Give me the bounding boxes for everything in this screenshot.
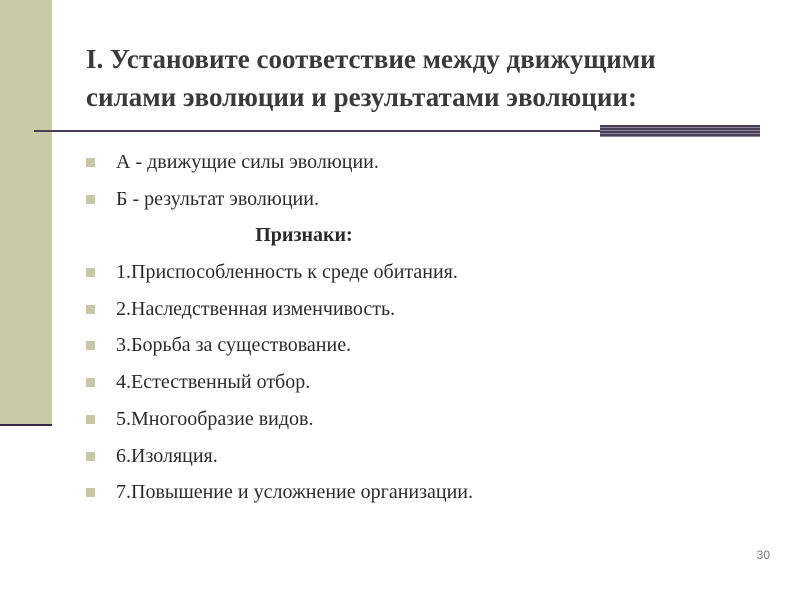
square-bullet-icon — [86, 195, 95, 204]
slide-content-list — [86, 147, 776, 514]
title-divider-line — [34, 130, 600, 132]
list-item-text: 4.Естественный отбор. — [116, 371, 311, 394]
list-item-3 — [86, 330, 776, 367]
list-item-text: 6.Изоляция. — [116, 444, 218, 467]
list-item-text: 1.Приспособленность к среде обитания. — [116, 261, 458, 284]
signs-heading-text: Признаки: — [255, 224, 353, 247]
list-item-b — [86, 184, 776, 221]
list-item-text: А - движущие силы эволюции. — [116, 151, 379, 173]
square-bullet-icon — [86, 305, 95, 314]
list-item-text: 2.Наследственная изменчивость. — [116, 297, 396, 320]
list-item-5 — [86, 404, 776, 441]
title-divider-accent-block — [600, 125, 760, 137]
list-item-text: 5.Многообразие видов. — [116, 407, 314, 430]
slide-title-line-2: силами эволюции и результатами эволюции: — [86, 82, 637, 112]
list-item-7 — [86, 477, 776, 514]
square-bullet-icon — [86, 268, 95, 277]
square-bullet-icon — [86, 415, 95, 424]
square-bullet-icon — [86, 158, 95, 167]
signs-heading — [86, 220, 776, 257]
slide-title-line-1: I. Установите соответствие между движущими — [86, 44, 656, 74]
list-item-text: Б - результат эволюции. — [116, 187, 319, 210]
list-item-4 — [86, 367, 776, 404]
list-item-2 — [86, 294, 776, 331]
square-bullet-icon — [86, 452, 95, 461]
slide-title — [86, 40, 776, 116]
square-bullet-icon — [86, 341, 95, 350]
left-accent-bar-underline — [0, 424, 52, 426]
left-accent-bar — [0, 0, 52, 424]
list-item-1 — [86, 257, 776, 294]
page-number: 30 — [756, 548, 770, 562]
list-item-text: 7.Повышение и усложнение организации. — [116, 481, 474, 504]
list-item-text: 3.Борьба за существование. — [116, 334, 352, 357]
list-item-a — [86, 147, 776, 184]
square-bullet-icon — [86, 378, 95, 387]
square-bullet-icon — [86, 488, 95, 497]
list-item-6 — [86, 441, 776, 478]
